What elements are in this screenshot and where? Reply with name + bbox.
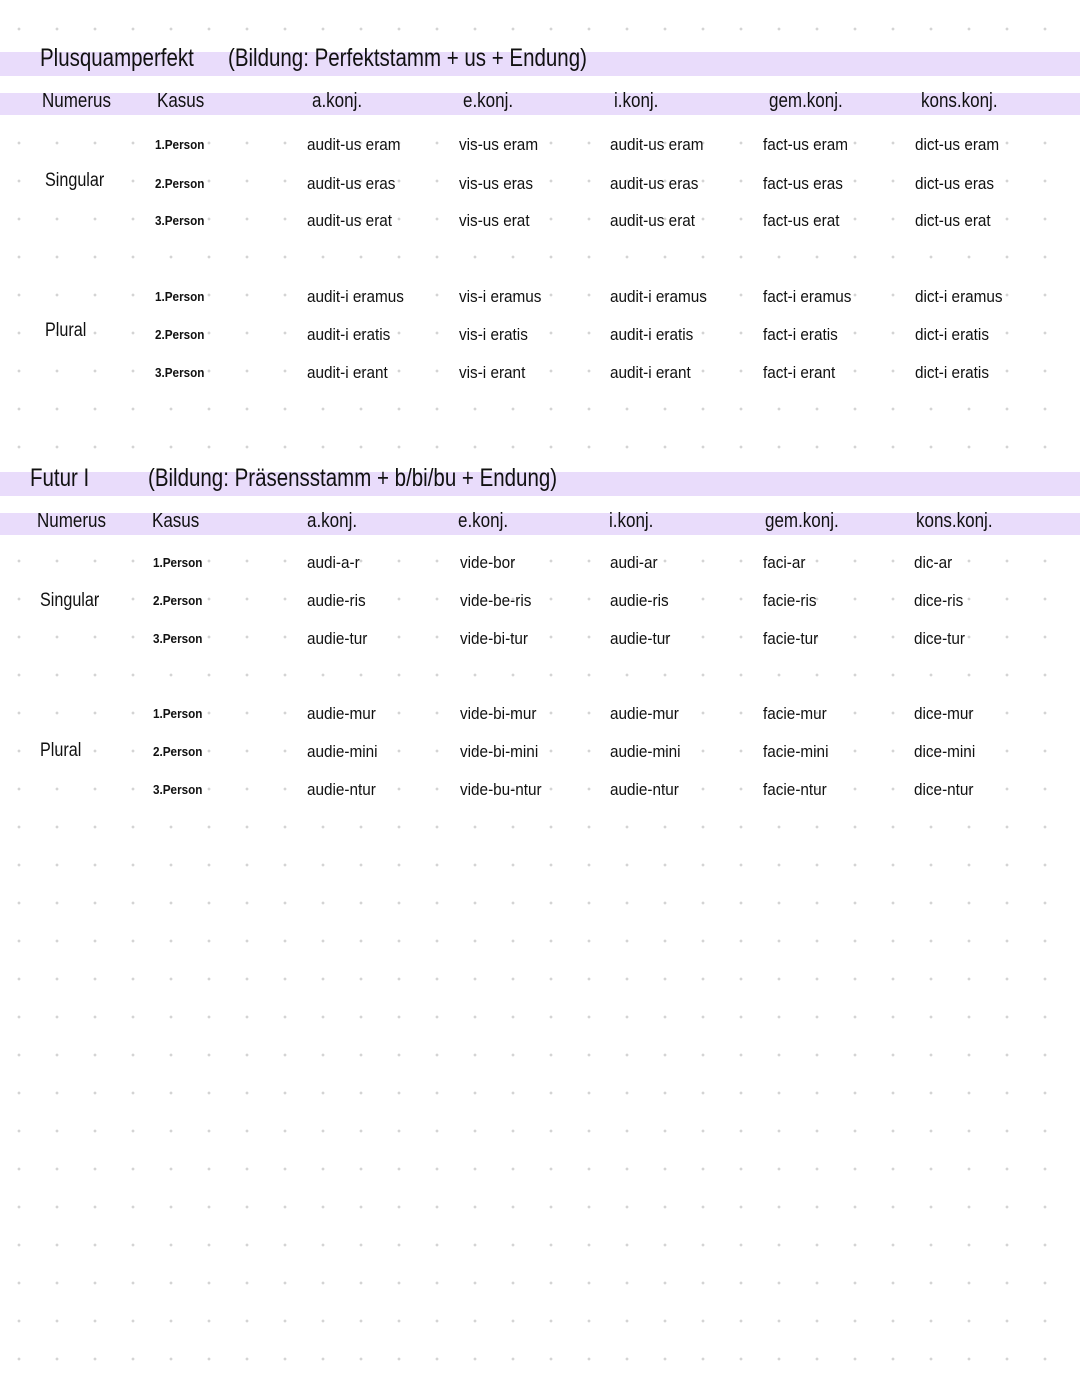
verb-form: vis-us erat — [459, 211, 530, 230]
verb-form: audit-i eramus — [610, 287, 707, 306]
column-header: e.konj. — [463, 90, 514, 112]
person-label: 1.Person — [155, 289, 205, 304]
numerus-label: Singular — [45, 170, 105, 191]
verb-form: fact-i eramus — [763, 287, 852, 306]
column-header: Numerus — [37, 510, 106, 532]
column-header: a.konj. — [307, 510, 358, 532]
verb-form: vide-bi-tur — [460, 629, 529, 648]
verb-form: vide-bu-ntur — [460, 780, 542, 799]
numerus-label: Plural — [40, 740, 82, 761]
verb-form: fact-us erat — [763, 211, 840, 230]
verb-form: vis-i eramus — [459, 287, 542, 306]
verb-form: fact-us eram — [763, 135, 849, 154]
verb-form: audie-ris — [307, 591, 366, 610]
section-formation: (Bildung: Perfektstamm + us + Endung) — [228, 44, 587, 72]
verb-form: vide-bor — [460, 553, 516, 572]
verb-form: audit-us eram — [307, 135, 401, 154]
verb-form: vide-bi-mur — [460, 704, 537, 723]
column-header: Kasus — [152, 510, 200, 532]
person-label: 2.Person — [155, 176, 205, 191]
person-label: 2.Person — [153, 593, 203, 608]
verb-form: audie-mini — [307, 742, 378, 761]
verb-form: dice-ntur — [914, 780, 974, 799]
person-label: 3.Person — [155, 365, 205, 380]
verb-form: facie-mini — [763, 742, 829, 761]
verb-form: vis-i erant — [459, 363, 526, 382]
verb-form: audie-ntur — [307, 780, 376, 799]
person-label: 3.Person — [153, 782, 203, 797]
verb-form: vide-be-ris — [460, 591, 532, 610]
column-header: i.konj. — [609, 510, 654, 532]
verb-form: dice-ris — [914, 591, 964, 610]
person-label: 3.Person — [153, 631, 203, 646]
person-label: 1.Person — [153, 706, 203, 721]
verb-form: facie-ntur — [763, 780, 827, 799]
column-header: Kasus — [157, 90, 205, 112]
verb-form: facie-tur — [763, 629, 819, 648]
verb-form: audit-i erant — [307, 363, 388, 382]
verb-form: audie-tur — [307, 629, 368, 648]
verb-form: fact-i eratis — [763, 325, 838, 344]
verb-form: dice-tur — [914, 629, 966, 648]
person-label: 1.Person — [155, 137, 205, 152]
column-header: kons.konj. — [921, 90, 998, 112]
verb-form: dict-i eratis — [915, 363, 989, 382]
verb-form: audie-mini — [610, 742, 681, 761]
verb-form: audie-mur — [610, 704, 679, 723]
verb-form: audit-i erant — [610, 363, 691, 382]
verb-form: fact-i erant — [763, 363, 836, 382]
verb-form: fact-us eras — [763, 174, 843, 193]
verb-form: vis-us eram — [459, 135, 539, 154]
verb-form: faci-ar — [763, 553, 806, 572]
verb-form: dict-i eratis — [915, 325, 989, 344]
verb-form: vide-bi-mini — [460, 742, 539, 761]
column-header: kons.konj. — [916, 510, 993, 532]
verb-form: audi-ar — [610, 553, 658, 572]
person-label: 2.Person — [153, 744, 203, 759]
verb-form: audie-ris — [610, 591, 669, 610]
verb-form: dice-mur — [914, 704, 974, 723]
column-header: Numerus — [42, 90, 111, 112]
verb-form: audie-mur — [307, 704, 376, 723]
section-title: Futur I — [30, 464, 90, 492]
verb-form: audit-i eratis — [610, 325, 694, 344]
verb-form: audit-us eras — [610, 174, 699, 193]
verb-form: vis-i eratis — [459, 325, 528, 344]
column-header: i.konj. — [614, 90, 659, 112]
person-label: 1.Person — [153, 555, 203, 570]
numerus-label: Plural — [45, 320, 87, 341]
verb-form: facie-ris — [763, 591, 817, 610]
section-formation: (Bildung: Präsensstamm + b/bi/bu + Endung) — [148, 464, 558, 492]
person-label: 2.Person — [155, 327, 205, 342]
verb-form: facie-mur — [763, 704, 827, 723]
verb-form: audie-tur — [610, 629, 671, 648]
verb-form: dict-i eramus — [915, 287, 1003, 306]
column-header: e.konj. — [458, 510, 509, 532]
verb-form: audie-ntur — [610, 780, 679, 799]
section-title: Plusquamperfekt — [40, 44, 194, 72]
verb-form: vis-us eras — [459, 174, 533, 193]
person-label: 3.Person — [155, 213, 205, 228]
verb-form: audit-us erat — [610, 211, 696, 230]
verb-form: dict-us eras — [915, 174, 995, 193]
verb-form: dict-us erat — [915, 211, 991, 230]
column-header: a.konj. — [312, 90, 363, 112]
verb-form: dice-mini — [914, 742, 976, 761]
column-header: gem.konj. — [769, 90, 843, 112]
verb-form: audit-us erat — [307, 211, 393, 230]
verb-form: audit-us eras — [307, 174, 396, 193]
verb-form: audit-us eram — [610, 135, 704, 154]
verb-form: audit-i eramus — [307, 287, 404, 306]
verb-form: dict-us eram — [915, 135, 1000, 154]
numerus-label: Singular — [40, 590, 100, 611]
verb-form: dic-ar — [914, 553, 953, 572]
verb-form: audi-a-r — [307, 553, 360, 572]
column-header: gem.konj. — [765, 510, 839, 532]
verb-form: audit-i eratis — [307, 325, 391, 344]
